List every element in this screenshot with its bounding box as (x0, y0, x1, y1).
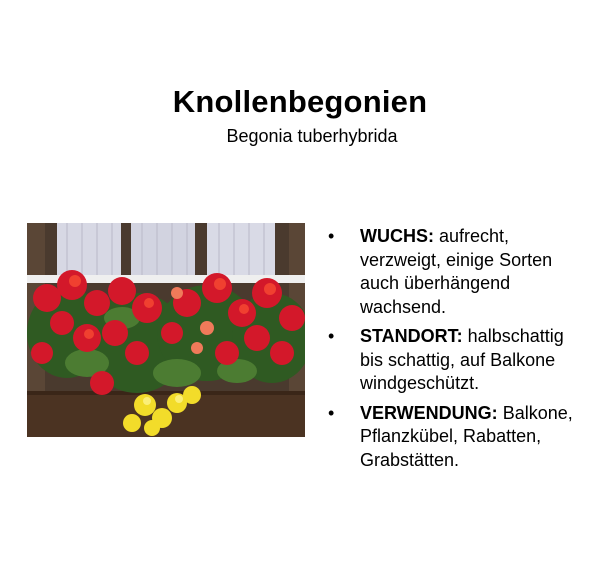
slide-title: Knollenbegonien (172, 84, 428, 119)
property-label: WUCHS: (360, 226, 434, 246)
property-label: VERWENDUNG: (360, 402, 498, 423)
bullet-icon: • (328, 402, 335, 423)
property-label: STANDORT: (360, 326, 463, 346)
begonia-flower-box-photo (27, 223, 305, 437)
property-text: Balkone, Pflanzkübel, Rabatten, Grabstätten. (360, 402, 573, 470)
list-item-standort (328, 325, 590, 396)
property-text: aufrecht, verzweigt, einige Sorten auch überhängend wachsend. (360, 226, 553, 317)
list-item-wuchs (328, 225, 590, 319)
list-item-verwendung (328, 402, 590, 473)
slide-subtitle: Begonia tuberhybrida (226, 126, 398, 146)
bullet-icon: • (328, 226, 335, 246)
plant-properties-list (328, 225, 590, 478)
bullet-icon: • (328, 326, 335, 346)
property-text: halbschattig bis schattig, auf Balkone windgeschützt. (360, 326, 564, 393)
